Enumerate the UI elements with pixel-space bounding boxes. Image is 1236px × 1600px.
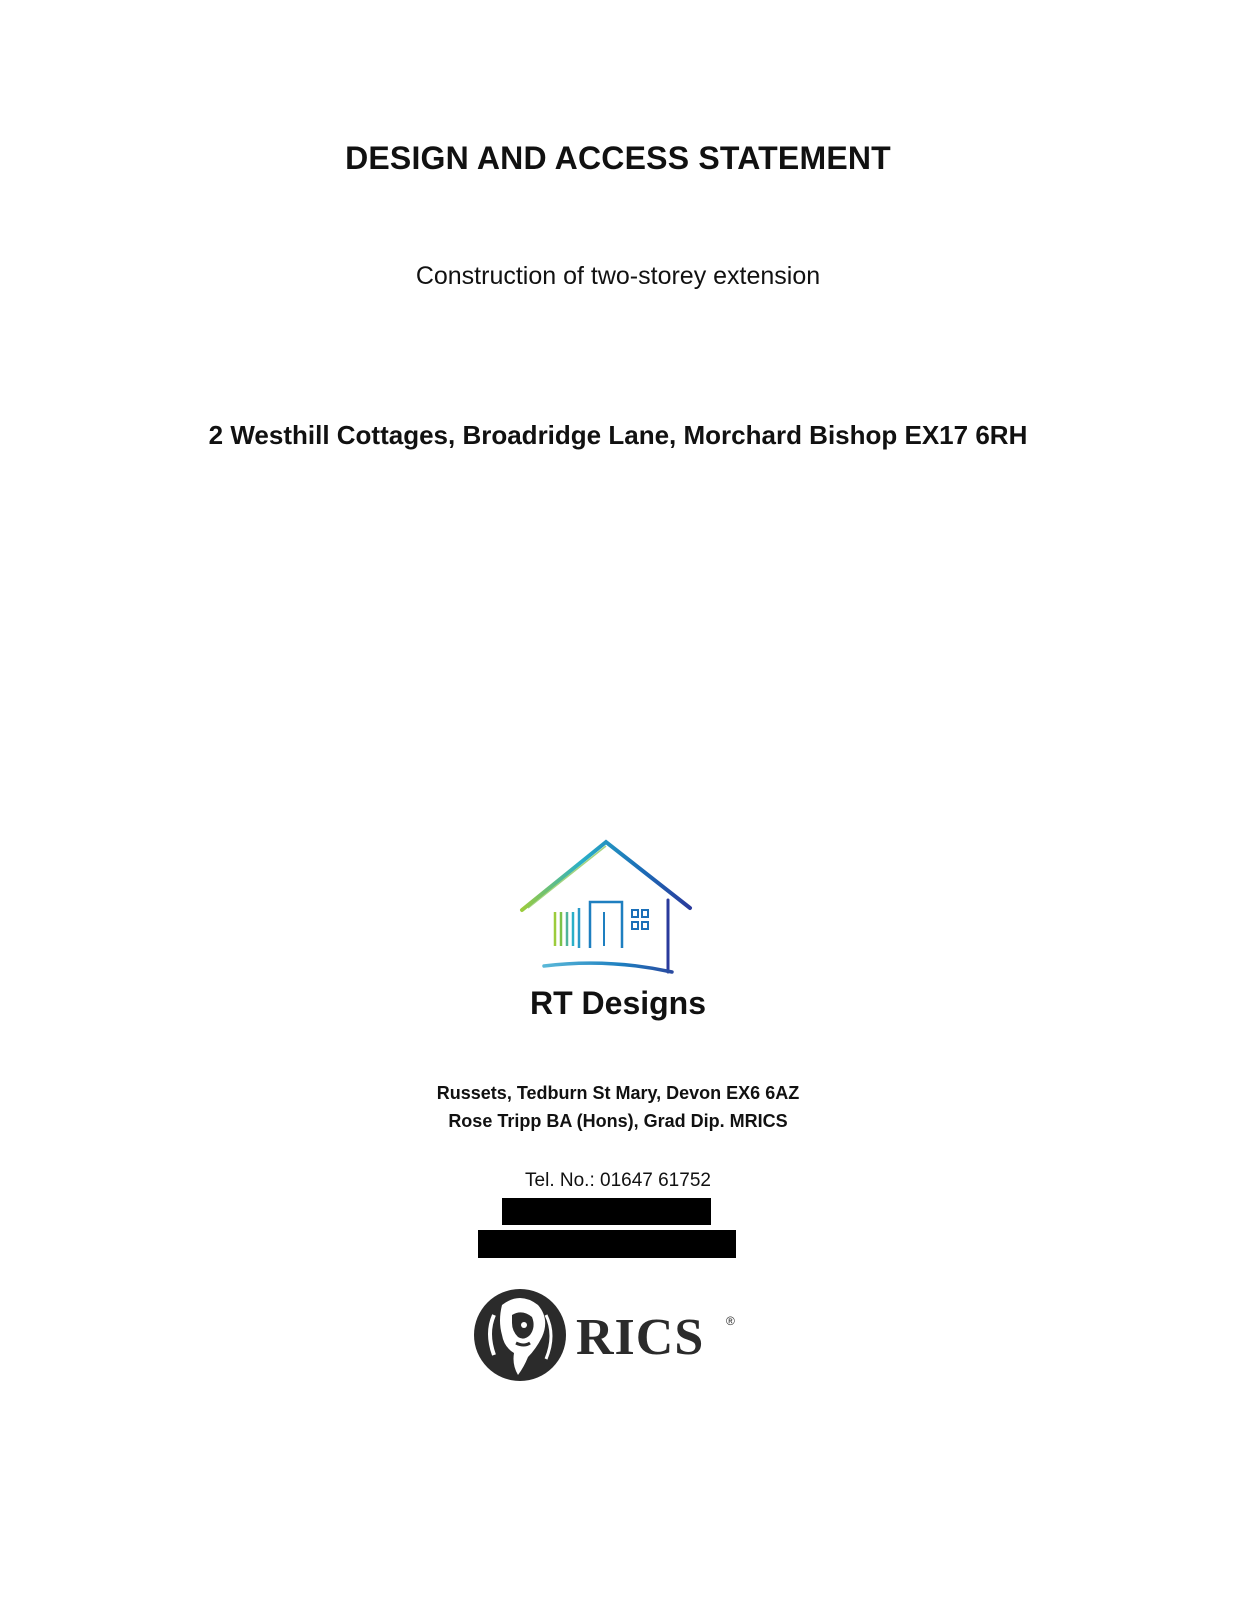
document-subtitle: Construction of two-storey extension	[415, 262, 821, 290]
rics-lion-logo-icon	[472, 1285, 742, 1385]
site-address: 2 Westhill Cottages, Broadridge Lane, Morchard Bishop EX17 6RH	[208, 420, 1028, 450]
company-telephone: Tel. No.: 01647 61752	[525, 1170, 711, 1191]
registered-mark: ®	[726, 1314, 735, 1328]
company-person: Rose Tripp BA (Hons), Grad Dip. MRICS	[448, 1111, 788, 1131]
house-logo-icon	[518, 838, 694, 980]
rics-logo	[472, 1285, 742, 1385]
redaction-bar	[502, 1198, 711, 1225]
rics-text: RICS	[576, 1309, 705, 1366]
redaction-bar	[478, 1230, 736, 1258]
company-address: Russets, Tedburn St Mary, Devon EX6 6AZ	[436, 1083, 800, 1103]
document-title: DESIGN AND ACCESS STATEMENT	[345, 140, 891, 176]
company-name: RT Designs	[529, 985, 707, 1021]
